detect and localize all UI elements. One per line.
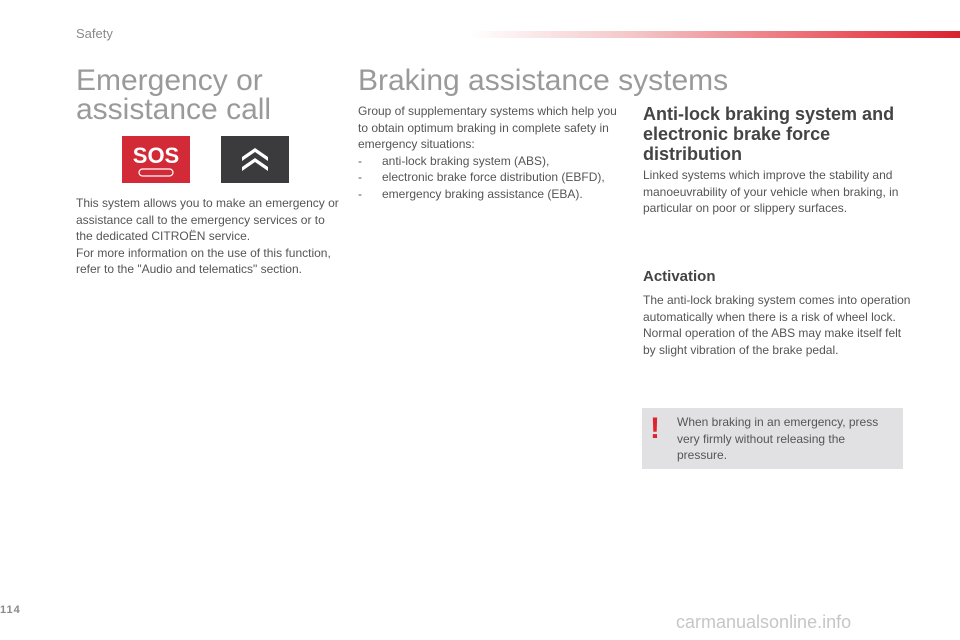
activation-description [643, 292, 911, 358]
braking-intro-text: Group of supplementary systems which help you to obtain optimum braking in complete safety in emergency situations: [358, 104, 617, 151]
list-item [358, 169, 620, 186]
page-number: 114 [0, 604, 21, 616]
emergency-call-title-line-2: assistance call [76, 93, 272, 126]
list-item [358, 153, 620, 170]
emergency-call-title-line-1: Emergency or [76, 64, 263, 97]
emergency-call-description [76, 195, 342, 278]
sos-button-icon [122, 136, 190, 183]
emergency-call-title [76, 66, 346, 124]
abs-ebfd-description: Linked systems which improve the stability and manoeuvrability of your vehicle when braking, in particular on poor or slippery surfaces. [643, 168, 899, 215]
warning-text: When braking in an emergency, press very firmly without releasing the pressure. [677, 415, 879, 462]
list-dash: - [358, 153, 362, 168]
braking-assistance-title: Braking assistance systems [358, 64, 729, 97]
list-dash: - [358, 170, 362, 184]
abs-ebfd-heading: Anti-lock braking system and electronic brake force distribution [643, 104, 895, 164]
list-dash: - [358, 186, 362, 201]
list-item-text: anti-lock braking system (ABS), [382, 153, 550, 168]
warning-box [642, 408, 903, 469]
activation-heading: Activation [643, 268, 716, 285]
citroen-chevrons-icon [221, 136, 289, 183]
braking-intro [358, 103, 620, 202]
emergency-call-paragraph-2: For more information on the use of this function, refer to the "Audio and telematics" section. [76, 245, 331, 276]
emergency-call-paragraph-1: This system allows you to make an emergency or assistance call to the emergency services or to the dedicated CITROËN service. [76, 196, 339, 243]
warning-exclamation-icon: ! [650, 412, 660, 445]
list-item-text: electronic brake force distribution (EBFD), [382, 170, 605, 184]
section-label: Safety [76, 26, 113, 41]
sos-label: SOS [132, 143, 180, 168]
activation-paragraph-1: The anti-lock braking system comes into operation automatically when there is a risk of wheel lock. [643, 293, 911, 324]
header-gradient-bar [470, 31, 960, 38]
list-item-text: emergency braking assistance (EBA). [382, 186, 583, 201]
activation-paragraph-2: Normal operation of the ABS may make itself felt by slight vibration of the brake pedal. [643, 326, 902, 357]
watermark: carmanualsonline.info [676, 612, 852, 632]
list-item [358, 186, 620, 203]
